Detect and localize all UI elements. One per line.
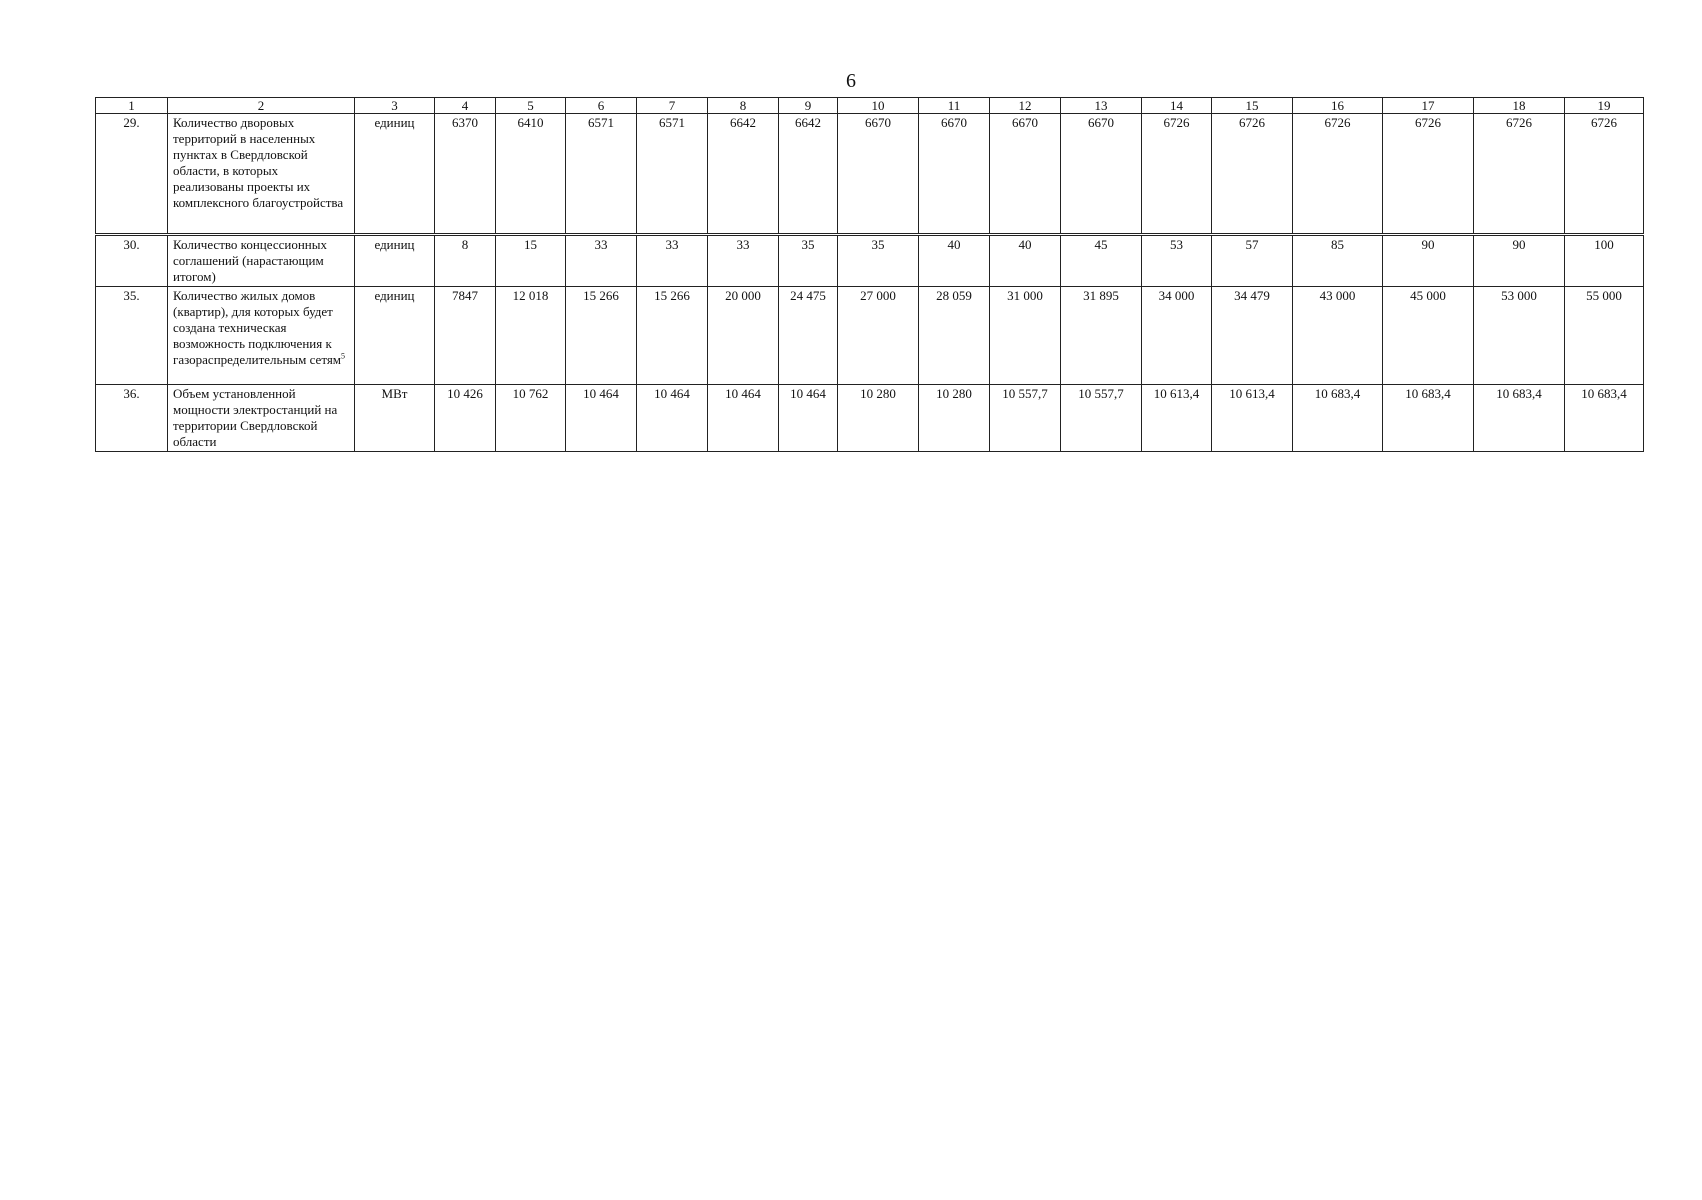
value-cell: 15 xyxy=(496,235,566,287)
value-cell: 10 683,4 xyxy=(1474,385,1565,452)
column-header: 3 xyxy=(355,98,435,114)
value-cell: 57 xyxy=(1212,235,1293,287)
value-cell: 27 000 xyxy=(838,287,919,385)
column-header: 15 xyxy=(1212,98,1293,114)
column-header: 12 xyxy=(990,98,1061,114)
value-cell: 6670 xyxy=(990,114,1061,235)
row-number: 35. xyxy=(96,287,168,385)
value-cell: 6726 xyxy=(1565,114,1644,235)
value-cell: 40 xyxy=(919,235,990,287)
value-cell: 10 557,7 xyxy=(1061,385,1142,452)
footnote-marker: 5 xyxy=(341,351,346,361)
value-cell: 10 464 xyxy=(779,385,838,452)
indicator-name xyxy=(168,287,355,385)
column-header: 1 xyxy=(96,98,168,114)
value-cell: 43 000 xyxy=(1293,287,1383,385)
column-header: 10 xyxy=(838,98,919,114)
value-cell: 10 683,4 xyxy=(1383,385,1474,452)
column-header: 2 xyxy=(168,98,355,114)
indicator-name: Количество дворовых территорий в населенных пунктах в Свердловской области, в которых реализованы проекты их комплексного благоустройства xyxy=(168,114,355,235)
value-cell: 15 266 xyxy=(637,287,708,385)
value-cell: 35 xyxy=(838,235,919,287)
unit: МВт xyxy=(355,385,435,452)
column-header: 11 xyxy=(919,98,990,114)
value-cell: 10 280 xyxy=(838,385,919,452)
column-header: 9 xyxy=(779,98,838,114)
table-row xyxy=(96,114,1644,235)
column-header: 4 xyxy=(435,98,496,114)
row-number: 29. xyxy=(96,114,168,235)
value-cell: 8 xyxy=(435,235,496,287)
value-cell: 45 xyxy=(1061,235,1142,287)
value-cell: 6670 xyxy=(838,114,919,235)
value-cell: 10 613,4 xyxy=(1212,385,1293,452)
unit: единиц xyxy=(355,114,435,235)
indicators-table xyxy=(95,97,1644,452)
value-cell: 10 464 xyxy=(566,385,637,452)
column-header: 13 xyxy=(1061,98,1142,114)
value-cell: 90 xyxy=(1474,235,1565,287)
value-cell: 6571 xyxy=(566,114,637,235)
value-cell: 6726 xyxy=(1474,114,1565,235)
value-cell: 10 683,4 xyxy=(1565,385,1644,452)
value-cell: 34 000 xyxy=(1142,287,1212,385)
page-number: 6 xyxy=(846,70,856,92)
value-cell: 10 762 xyxy=(496,385,566,452)
value-cell: 10 613,4 xyxy=(1142,385,1212,452)
value-cell: 6370 xyxy=(435,114,496,235)
value-cell: 40 xyxy=(990,235,1061,287)
value-cell: 90 xyxy=(1383,235,1474,287)
column-header: 17 xyxy=(1383,98,1474,114)
value-cell: 6726 xyxy=(1142,114,1212,235)
value-cell: 33 xyxy=(566,235,637,287)
value-cell: 34 479 xyxy=(1212,287,1293,385)
value-cell: 85 xyxy=(1293,235,1383,287)
value-cell: 24 475 xyxy=(779,287,838,385)
value-cell: 10 426 xyxy=(435,385,496,452)
row-number: 36. xyxy=(96,385,168,452)
value-cell: 10 280 xyxy=(919,385,990,452)
table-row xyxy=(96,235,1644,287)
value-cell: 6726 xyxy=(1383,114,1474,235)
value-cell: 6670 xyxy=(919,114,990,235)
value-cell: 35 xyxy=(779,235,838,287)
column-header: 16 xyxy=(1293,98,1383,114)
value-cell: 15 266 xyxy=(566,287,637,385)
value-cell: 45 000 xyxy=(1383,287,1474,385)
value-cell: 33 xyxy=(708,235,779,287)
value-cell: 12 018 xyxy=(496,287,566,385)
value-cell: 33 xyxy=(637,235,708,287)
value-cell: 20 000 xyxy=(708,287,779,385)
value-cell: 7847 xyxy=(435,287,496,385)
column-header: 19 xyxy=(1565,98,1644,114)
value-cell: 53 xyxy=(1142,235,1212,287)
value-cell: 55 000 xyxy=(1565,287,1644,385)
value-cell: 31 000 xyxy=(990,287,1061,385)
value-cell: 6726 xyxy=(1293,114,1383,235)
column-header: 7 xyxy=(637,98,708,114)
value-cell: 28 059 xyxy=(919,287,990,385)
indicator-name: Объем установленной мощности электростанций на территории Свердловской области xyxy=(168,385,355,452)
value-cell: 6670 xyxy=(1061,114,1142,235)
column-header: 14 xyxy=(1142,98,1212,114)
unit: единиц xyxy=(355,235,435,287)
column-number-header-row xyxy=(96,98,1644,114)
indicator-name: Количество концессионных соглашений (нарастающим итогом) xyxy=(168,235,355,287)
row-number: 30. xyxy=(96,235,168,287)
value-cell: 6571 xyxy=(637,114,708,235)
value-cell: 31 895 xyxy=(1061,287,1142,385)
value-cell: 10 557,7 xyxy=(990,385,1061,452)
table-row xyxy=(96,385,1644,452)
value-cell: 100 xyxy=(1565,235,1644,287)
column-header: 8 xyxy=(708,98,779,114)
value-cell: 10 464 xyxy=(637,385,708,452)
unit: единиц xyxy=(355,287,435,385)
column-header: 5 xyxy=(496,98,566,114)
indicator-name-text: Количество жилых домов (квартир), для которых будет создана техническая возможность подключения к газораспределительным сетям xyxy=(173,288,342,367)
column-header: 6 xyxy=(566,98,637,114)
value-cell: 6726 xyxy=(1212,114,1293,235)
column-header: 18 xyxy=(1474,98,1565,114)
value-cell: 6642 xyxy=(708,114,779,235)
table-row xyxy=(96,287,1644,385)
value-cell: 6642 xyxy=(779,114,838,235)
value-cell: 10 464 xyxy=(708,385,779,452)
value-cell: 10 683,4 xyxy=(1293,385,1383,452)
value-cell: 6410 xyxy=(496,114,566,235)
value-cell: 53 000 xyxy=(1474,287,1565,385)
